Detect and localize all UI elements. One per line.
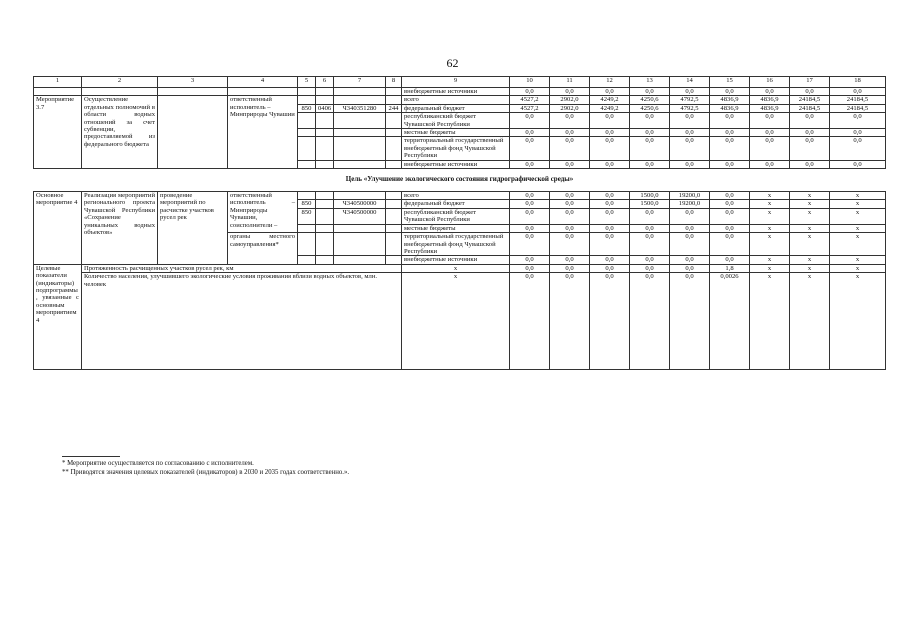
footnote-2: ** Приводятся значения целевых показателей (индикаторов) в 2030 и 2035 годах соответственно.». bbox=[62, 469, 350, 476]
value-cell: x bbox=[750, 273, 790, 370]
value-cell: 0,0 bbox=[750, 137, 790, 160]
value-cell: 1500,0 bbox=[630, 192, 670, 200]
value-cell: 0,0 bbox=[710, 160, 750, 168]
code-cell bbox=[334, 96, 386, 104]
table-cell bbox=[386, 192, 402, 200]
value-cell: 24184,5 bbox=[830, 96, 886, 104]
value-cell: 0,0 bbox=[550, 256, 590, 264]
table-cell bbox=[316, 192, 334, 200]
value-cell: 0,0 bbox=[590, 233, 630, 256]
header-cell: 13 bbox=[630, 77, 670, 88]
goal-title: Цель «Улучшение экологического состояния гидрографической среды» bbox=[34, 169, 886, 192]
header-cell: 9 bbox=[402, 77, 510, 88]
value-cell: x bbox=[830, 224, 886, 232]
value-cell: 0,0 bbox=[630, 233, 670, 256]
value-cell: 4249,2 bbox=[590, 104, 630, 112]
value-cell: x bbox=[830, 233, 886, 256]
value-cell: 0,0 bbox=[550, 273, 590, 370]
code-cell bbox=[334, 256, 386, 264]
value-cell: 0,0 bbox=[750, 129, 790, 137]
code-cell bbox=[386, 137, 402, 160]
value-cell: 0,0 bbox=[550, 137, 590, 160]
value-cell: 0,0 bbox=[710, 233, 750, 256]
funding-source: всего bbox=[402, 192, 510, 200]
code-cell bbox=[334, 160, 386, 168]
value-cell: 0,0 bbox=[750, 160, 790, 168]
code-cell bbox=[316, 160, 334, 168]
value-cell: 0,0 bbox=[550, 233, 590, 256]
table-cell bbox=[316, 208, 334, 224]
funding-source: местные бюджеты bbox=[402, 129, 510, 137]
value-cell: x bbox=[790, 224, 830, 232]
value-cell: 19200,0 bbox=[670, 200, 710, 208]
code-cell bbox=[334, 88, 386, 96]
value-cell: 0,0026 bbox=[710, 273, 750, 370]
code-cell bbox=[386, 88, 402, 96]
code-cell bbox=[334, 137, 386, 160]
indicator-label: Протяженность расчищенных участков русел рек, км bbox=[82, 264, 402, 272]
value-cell: 0,0 bbox=[510, 208, 550, 224]
value-cell: x bbox=[830, 256, 886, 264]
measure-title: Основное мероприятие 4 bbox=[34, 192, 82, 265]
table-cell bbox=[386, 200, 402, 208]
value-cell: 4836,9 bbox=[750, 96, 790, 104]
table-cell bbox=[386, 224, 402, 232]
value-cell: x bbox=[750, 264, 790, 272]
value-cell: 0,0 bbox=[590, 88, 630, 96]
table-cell bbox=[158, 88, 228, 96]
header-cell: 5 bbox=[298, 77, 316, 88]
value-cell: 0,0 bbox=[630, 113, 670, 129]
value-cell: 0,0 bbox=[510, 233, 550, 256]
header-cell: 16 bbox=[750, 77, 790, 88]
code-cell bbox=[316, 137, 334, 160]
value-cell: 0,0 bbox=[670, 129, 710, 137]
header-cell: 15 bbox=[710, 77, 750, 88]
value-cell: 0,0 bbox=[550, 160, 590, 168]
table-cell bbox=[316, 233, 334, 256]
value-cell: 0,0 bbox=[830, 129, 886, 137]
code-cell bbox=[334, 192, 386, 200]
funding-source: внебюджетные источники bbox=[402, 160, 510, 168]
measure-action: проведение мероприятий по расчистке участков русел рек bbox=[158, 192, 228, 265]
value-cell: 4836,9 bbox=[710, 104, 750, 112]
value-cell: 24184,5 bbox=[790, 96, 830, 104]
table-cell bbox=[34, 88, 82, 96]
table-cell bbox=[158, 96, 228, 169]
value-cell: 0,0 bbox=[630, 129, 670, 137]
value-cell: 0,0 bbox=[510, 224, 550, 232]
value-cell: 0,0 bbox=[550, 192, 590, 200]
code-cell bbox=[298, 96, 316, 104]
value-cell: 0,0 bbox=[670, 208, 710, 224]
value-cell: 4792,5 bbox=[670, 104, 710, 112]
code-cell bbox=[386, 160, 402, 168]
value-cell: 0,0 bbox=[510, 137, 550, 160]
value-cell: 2902,0 bbox=[550, 96, 590, 104]
value-cell: 0,0 bbox=[590, 113, 630, 129]
table-cell bbox=[316, 256, 334, 264]
code-cell bbox=[298, 129, 316, 137]
value-cell: 0,0 bbox=[670, 233, 710, 256]
header-row bbox=[34, 77, 886, 88]
indicator-mark: x bbox=[402, 273, 510, 370]
funding-source: федеральный бюджет bbox=[402, 104, 510, 112]
value-cell: 0,0 bbox=[670, 88, 710, 96]
code-cell bbox=[386, 96, 402, 104]
funding-source: внебюджетные источники bbox=[402, 88, 510, 96]
page-number: 62 bbox=[446, 56, 459, 70]
value-cell: 0,0 bbox=[550, 113, 590, 129]
value-cell: 0,0 bbox=[710, 224, 750, 232]
table-cell bbox=[386, 256, 402, 264]
code-cell bbox=[298, 113, 316, 129]
indicator-mark: x bbox=[402, 264, 510, 272]
value-cell: 0,0 bbox=[670, 264, 710, 272]
value-cell: 0,0 bbox=[630, 256, 670, 264]
funding-source: республиканский бюджет Чувашской Республики bbox=[402, 208, 510, 224]
footnote-1: * Мероприятие осуществляется по согласованию с исполнителем. bbox=[62, 460, 254, 467]
value-cell: x bbox=[790, 192, 830, 200]
header-cell: 10 bbox=[510, 77, 550, 88]
code-cell bbox=[316, 96, 334, 104]
value-cell: x bbox=[790, 208, 830, 224]
value-cell: 0,0 bbox=[590, 264, 630, 272]
value-cell: 0,0 bbox=[630, 160, 670, 168]
funding-source: республиканский бюджет Чувашской Республики bbox=[402, 113, 510, 129]
value-cell: 0,0 bbox=[590, 129, 630, 137]
table-row bbox=[34, 192, 886, 200]
value-cell: 0,0 bbox=[830, 160, 886, 168]
value-cell: 0,0 bbox=[790, 113, 830, 129]
code-cell: Ч340351280 bbox=[334, 104, 386, 112]
value-cell: 0,0 bbox=[830, 113, 886, 129]
value-cell: 4792,5 bbox=[670, 96, 710, 104]
value-cell: 0,0 bbox=[510, 129, 550, 137]
code-cell bbox=[334, 224, 386, 232]
value-cell: x bbox=[830, 200, 886, 208]
value-cell: 0,0 bbox=[550, 88, 590, 96]
executor: ответственный исполнитель – Минприроды Чувашии bbox=[228, 96, 298, 169]
code-cell bbox=[298, 88, 316, 96]
value-cell: 24184,5 bbox=[830, 104, 886, 112]
executor: ответственный исполнитель – Минприроды Чувашии, соисполнители – bbox=[228, 192, 298, 233]
table-row bbox=[34, 88, 886, 96]
value-cell: 0,0 bbox=[750, 113, 790, 129]
co-executor: органы местного самоуправления* bbox=[228, 233, 298, 265]
header-cell: 4 bbox=[228, 77, 298, 88]
value-cell: 4250,6 bbox=[630, 96, 670, 104]
footnote-separator bbox=[62, 456, 120, 457]
value-cell: 0,0 bbox=[710, 113, 750, 129]
header-cell: 8 bbox=[386, 77, 402, 88]
value-cell: 0,0 bbox=[630, 224, 670, 232]
funding-source: федеральный бюджет bbox=[402, 200, 510, 208]
measure-description: Осуществление отдельных полномочий в области водных отношений за счет субвенции, предоставляемой из федерального бюджета bbox=[82, 96, 158, 169]
table-cell bbox=[316, 200, 334, 208]
value-cell: 0,0 bbox=[550, 264, 590, 272]
value-cell: x bbox=[830, 208, 886, 224]
value-cell: 0,0 bbox=[710, 208, 750, 224]
value-cell: 0,0 bbox=[510, 192, 550, 200]
indicator-label: Количество населения, улучшившего экологические условия проживания вблизи водных объектов, млн. человек bbox=[82, 273, 402, 370]
value-cell: 0,0 bbox=[630, 264, 670, 272]
value-cell: 4249,2 bbox=[590, 96, 630, 104]
value-cell: 0,0 bbox=[710, 256, 750, 264]
table-cell bbox=[228, 88, 298, 96]
header-cell: 3 bbox=[158, 77, 228, 88]
value-cell: 0,0 bbox=[630, 88, 670, 96]
code-cell bbox=[386, 113, 402, 129]
measure-title: Мероприятие 3.7 bbox=[34, 96, 82, 169]
table-cell bbox=[316, 224, 334, 232]
value-cell: 0,0 bbox=[750, 88, 790, 96]
table-cell bbox=[386, 233, 402, 256]
value-cell: 4836,9 bbox=[710, 96, 750, 104]
header-cell: 18 bbox=[830, 77, 886, 88]
value-cell: 0,0 bbox=[630, 273, 670, 370]
code-cell: 244 bbox=[386, 104, 402, 112]
code-cell bbox=[334, 129, 386, 137]
value-cell: 0,0 bbox=[590, 137, 630, 160]
value-cell: 0,0 bbox=[790, 137, 830, 160]
header-cell: 14 bbox=[670, 77, 710, 88]
value-cell: 0,0 bbox=[670, 113, 710, 129]
funding-source: всего bbox=[402, 96, 510, 104]
value-cell: 1,8 bbox=[710, 264, 750, 272]
value-cell: 0,0 bbox=[790, 160, 830, 168]
value-cell: 0,0 bbox=[670, 273, 710, 370]
code-cell bbox=[298, 233, 316, 256]
code-cell: 0406 bbox=[316, 104, 334, 112]
value-cell: 4527,2 bbox=[510, 104, 550, 112]
value-cell: 0,0 bbox=[510, 256, 550, 264]
code-cell bbox=[334, 233, 386, 256]
value-cell: 0,0 bbox=[510, 160, 550, 168]
funding-source: местные бюджеты bbox=[402, 224, 510, 232]
funding-source: территориальный государственный внебюджетный фонд Чувашской Республики bbox=[402, 233, 510, 256]
code-cell bbox=[298, 192, 316, 200]
value-cell: 0,0 bbox=[710, 129, 750, 137]
value-cell: 0,0 bbox=[510, 113, 550, 129]
value-cell: 0,0 bbox=[670, 137, 710, 160]
value-cell: x bbox=[830, 264, 886, 272]
indicator-row bbox=[34, 273, 886, 370]
value-cell: 0,0 bbox=[670, 256, 710, 264]
value-cell: 0,0 bbox=[510, 200, 550, 208]
value-cell: 0,0 bbox=[590, 192, 630, 200]
value-cell: 0,0 bbox=[710, 137, 750, 160]
code-cell bbox=[298, 137, 316, 160]
code-cell: 850 bbox=[298, 104, 316, 112]
code-cell bbox=[298, 160, 316, 168]
value-cell: 0,0 bbox=[510, 264, 550, 272]
value-cell: 0,0 bbox=[510, 273, 550, 370]
value-cell: x bbox=[830, 273, 886, 370]
value-cell: 0,0 bbox=[790, 129, 830, 137]
value-cell: x bbox=[750, 200, 790, 208]
value-cell: 0,0 bbox=[670, 160, 710, 168]
funding-source: внебюджетные источники bbox=[402, 256, 510, 264]
value-cell: 0,0 bbox=[630, 137, 670, 160]
value-cell: 1500,0 bbox=[630, 200, 670, 208]
value-cell: 0,0 bbox=[550, 200, 590, 208]
table-cell bbox=[386, 208, 402, 224]
value-cell: x bbox=[790, 200, 830, 208]
value-cell: 0,0 bbox=[710, 88, 750, 96]
table-row bbox=[34, 96, 886, 104]
code-cell bbox=[316, 113, 334, 129]
code-cell bbox=[298, 256, 316, 264]
value-cell: 0,0 bbox=[830, 88, 886, 96]
indicator-row bbox=[34, 264, 886, 272]
funding-source: территориальный государственный внебюджетный фонд Чувашской Республики bbox=[402, 137, 510, 160]
value-cell: 0,0 bbox=[830, 137, 886, 160]
value-cell: x bbox=[790, 273, 830, 370]
value-cell: 0,0 bbox=[510, 88, 550, 96]
header-cell: 11 bbox=[550, 77, 590, 88]
value-cell: 0,0 bbox=[590, 200, 630, 208]
value-cell: 0,0 bbox=[550, 224, 590, 232]
value-cell: 0,0 bbox=[590, 273, 630, 370]
value-cell: x bbox=[830, 192, 886, 200]
value-cell: 2902,0 bbox=[550, 104, 590, 112]
table-cell bbox=[82, 88, 158, 96]
value-cell: x bbox=[750, 208, 790, 224]
value-cell: 0,0 bbox=[710, 192, 750, 200]
measure-description: Реализация мероприятий регионального проекта Чувашской Республики «Сохранение уникальных водных объектов» bbox=[82, 192, 158, 265]
header-cell: 7 bbox=[334, 77, 386, 88]
value-cell: 0,0 bbox=[590, 160, 630, 168]
value-cell: 0,0 bbox=[670, 224, 710, 232]
code-cell: Ч340500000 bbox=[334, 200, 386, 208]
code-cell: Ч340500000 bbox=[334, 208, 386, 224]
code-cell: 850 bbox=[298, 208, 316, 224]
code-cell bbox=[334, 113, 386, 129]
value-cell: x bbox=[790, 264, 830, 272]
code-cell: 850 bbox=[298, 200, 316, 208]
header-cell: 17 bbox=[790, 77, 830, 88]
value-cell: 4836,9 bbox=[750, 104, 790, 112]
program-table bbox=[33, 76, 886, 370]
value-cell: x bbox=[750, 256, 790, 264]
value-cell: 0,0 bbox=[550, 208, 590, 224]
value-cell: 0,0 bbox=[790, 88, 830, 96]
code-cell bbox=[316, 129, 334, 137]
header-cell: 2 bbox=[82, 77, 158, 88]
value-cell: 24184,5 bbox=[790, 104, 830, 112]
value-cell: x bbox=[750, 192, 790, 200]
indicators-title: Целевые показатели (индикаторы) подпрограммы, увязанные с основным мероприятием 4 bbox=[34, 264, 82, 369]
value-cell: 0,0 bbox=[550, 129, 590, 137]
value-cell: 0,0 bbox=[590, 256, 630, 264]
code-cell bbox=[316, 88, 334, 96]
value-cell: 4527,2 bbox=[510, 96, 550, 104]
value-cell: x bbox=[790, 256, 830, 264]
code-cell bbox=[298, 224, 316, 232]
value-cell: 0,0 bbox=[710, 200, 750, 208]
value-cell: 0,0 bbox=[590, 208, 630, 224]
value-cell: 4250,6 bbox=[630, 104, 670, 112]
value-cell: x bbox=[750, 224, 790, 232]
header-cell: 12 bbox=[590, 77, 630, 88]
goal-row bbox=[34, 169, 886, 192]
code-cell bbox=[386, 129, 402, 137]
value-cell: x bbox=[750, 233, 790, 256]
value-cell: 0,0 bbox=[630, 208, 670, 224]
header-cell: 1 bbox=[34, 77, 82, 88]
value-cell: x bbox=[790, 233, 830, 256]
value-cell: 0,0 bbox=[590, 224, 630, 232]
header-cell: 6 bbox=[316, 77, 334, 88]
value-cell: 19200,0 bbox=[670, 192, 710, 200]
